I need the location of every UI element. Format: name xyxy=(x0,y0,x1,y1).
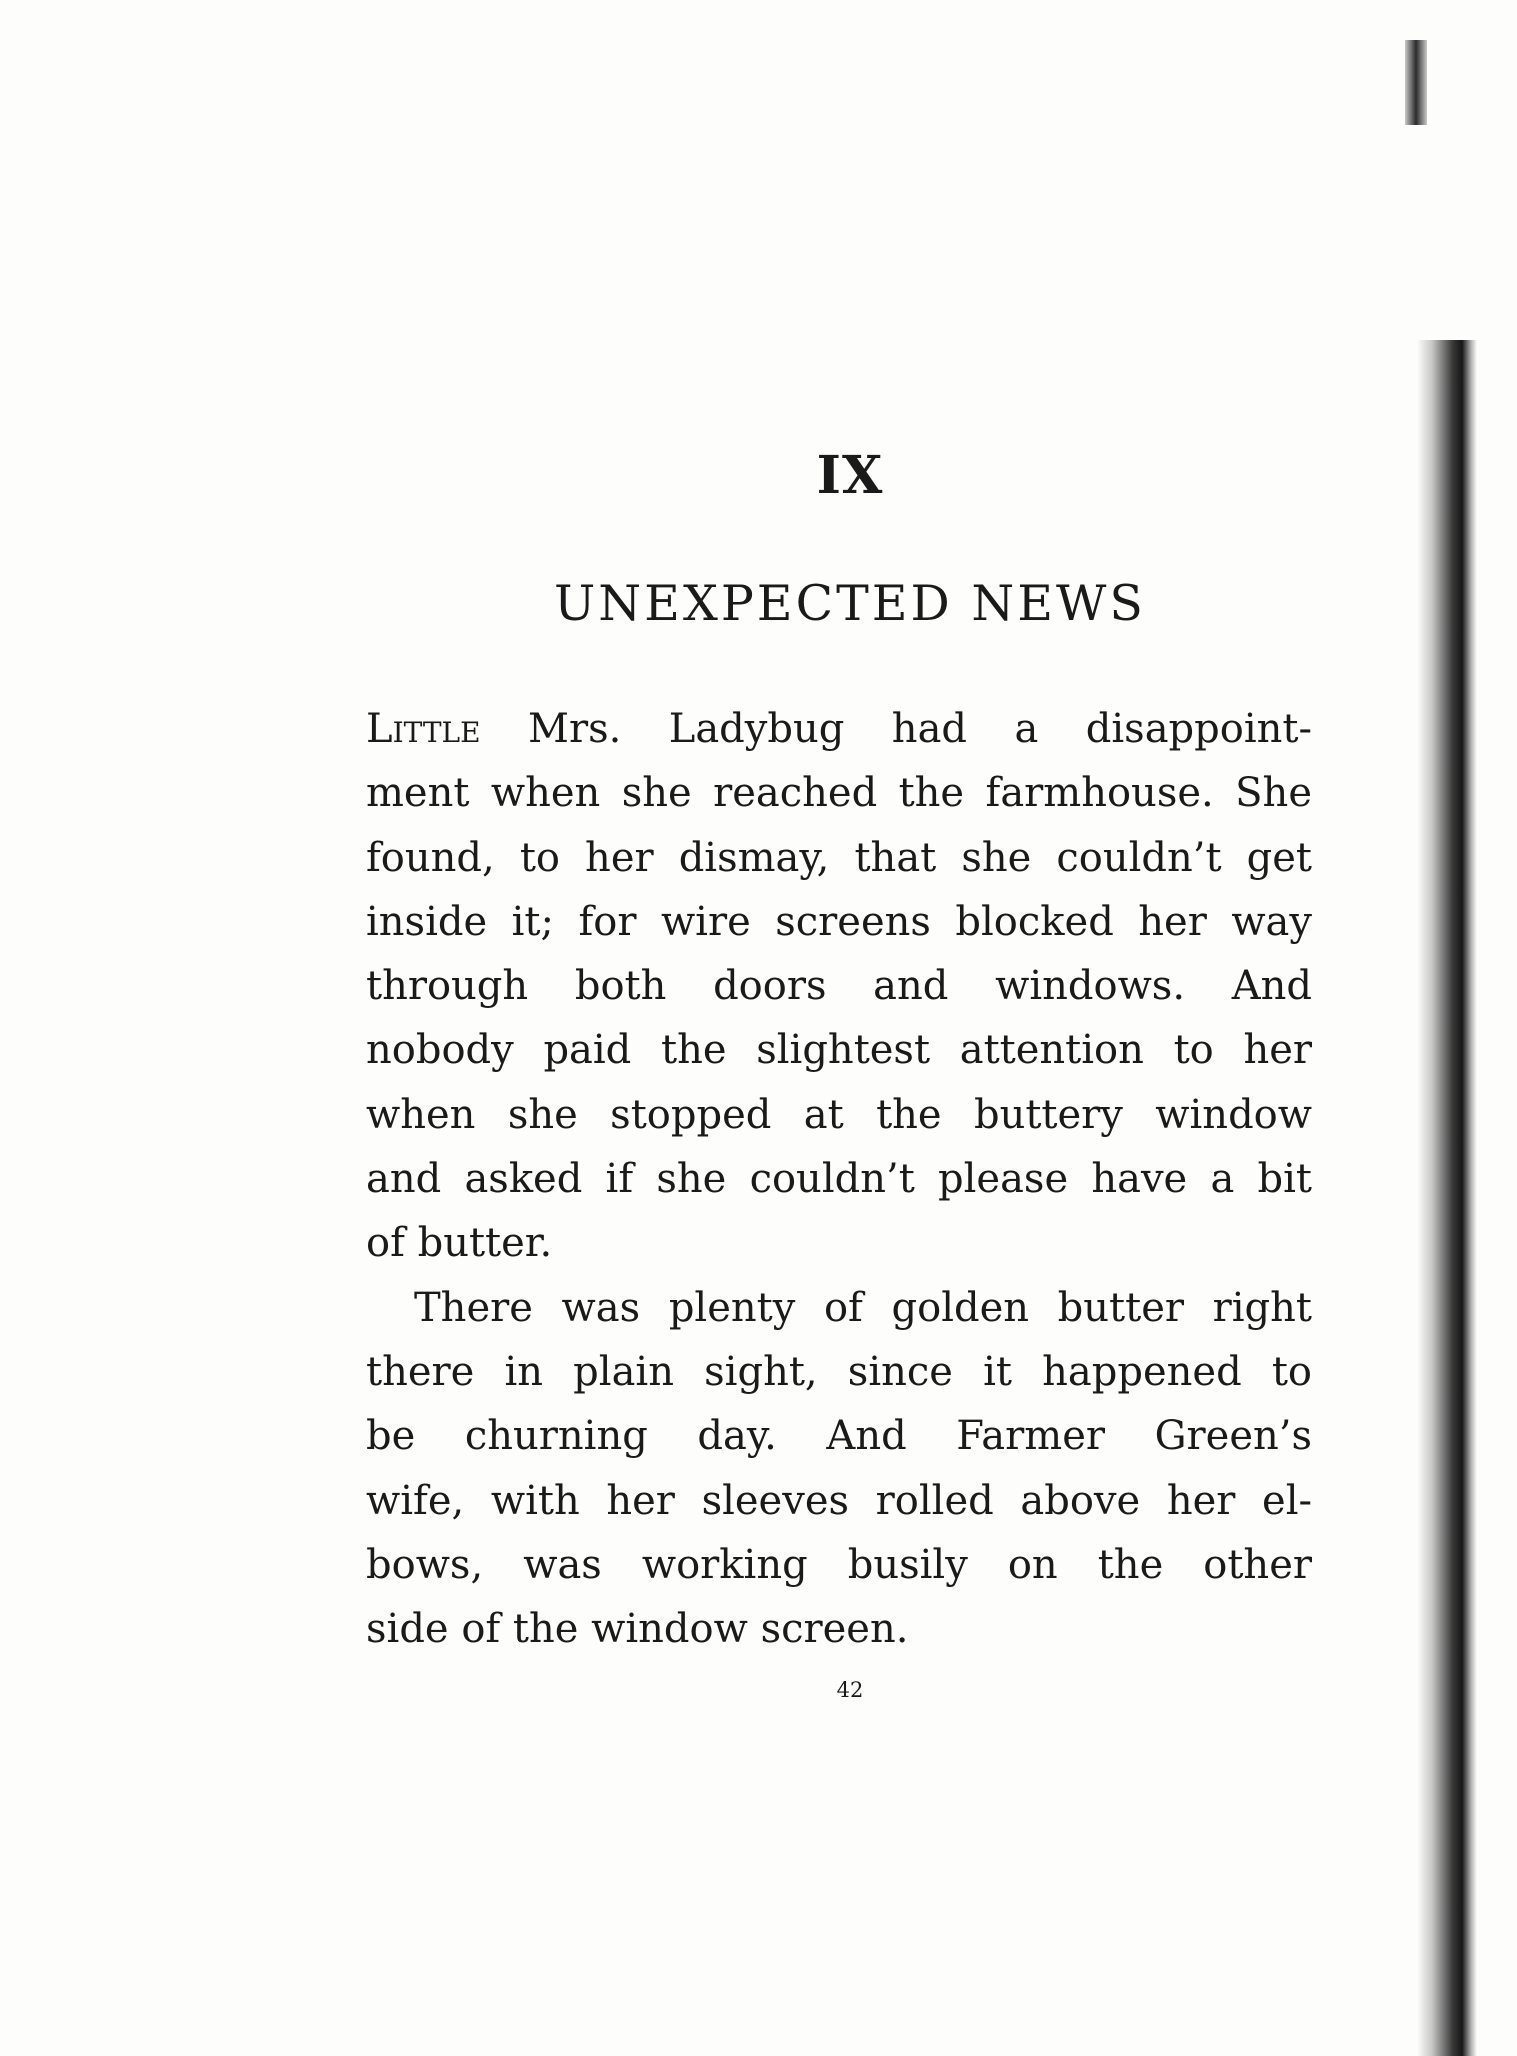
chapter-body xyxy=(366,697,1312,1661)
paragraph-2 xyxy=(366,1276,1312,1662)
paragraph-1 xyxy=(366,697,1312,1276)
text-line: of butter. xyxy=(366,1220,553,1267)
text-line: ment when she reached the farmhouse. She xyxy=(366,770,1312,817)
text-line xyxy=(366,697,1312,761)
text-line: bows, was working busily on the other xyxy=(366,1541,1312,1588)
text-line: inside it; for wire screens blocked her way xyxy=(366,898,1312,945)
lead-word: Little xyxy=(366,706,481,752)
text-line: through both doors and windows. And xyxy=(366,963,1312,1010)
text-line: nobody paid the slightest attention to her xyxy=(366,1027,1312,1074)
text-line: and asked if she couldn’t please have a bit xyxy=(366,1156,1312,1203)
text-line: wife, with her sleeves rolled above her el- xyxy=(366,1477,1312,1524)
text-line: there in plain sight, since it happened to xyxy=(366,1348,1312,1395)
chapter-title: UNEXPECTED NEWS xyxy=(554,575,1146,632)
chapter-number: IX xyxy=(816,445,884,506)
binding-shadow-top xyxy=(1405,40,1427,125)
text-line: be churning day. And Farmer Green’s xyxy=(366,1413,1312,1460)
text-line: found, to her dismay, that she couldn’t get xyxy=(366,834,1312,881)
text-line-part: Mrs. Ladybug had a disappoint- xyxy=(480,706,1312,752)
text-line: There was plenty of golden butter right xyxy=(414,1284,1312,1331)
text-line: when she stopped at the buttery window xyxy=(366,1091,1312,1138)
page-number: 42 xyxy=(836,1678,864,1702)
text-line: side of the window screen. xyxy=(366,1606,909,1653)
